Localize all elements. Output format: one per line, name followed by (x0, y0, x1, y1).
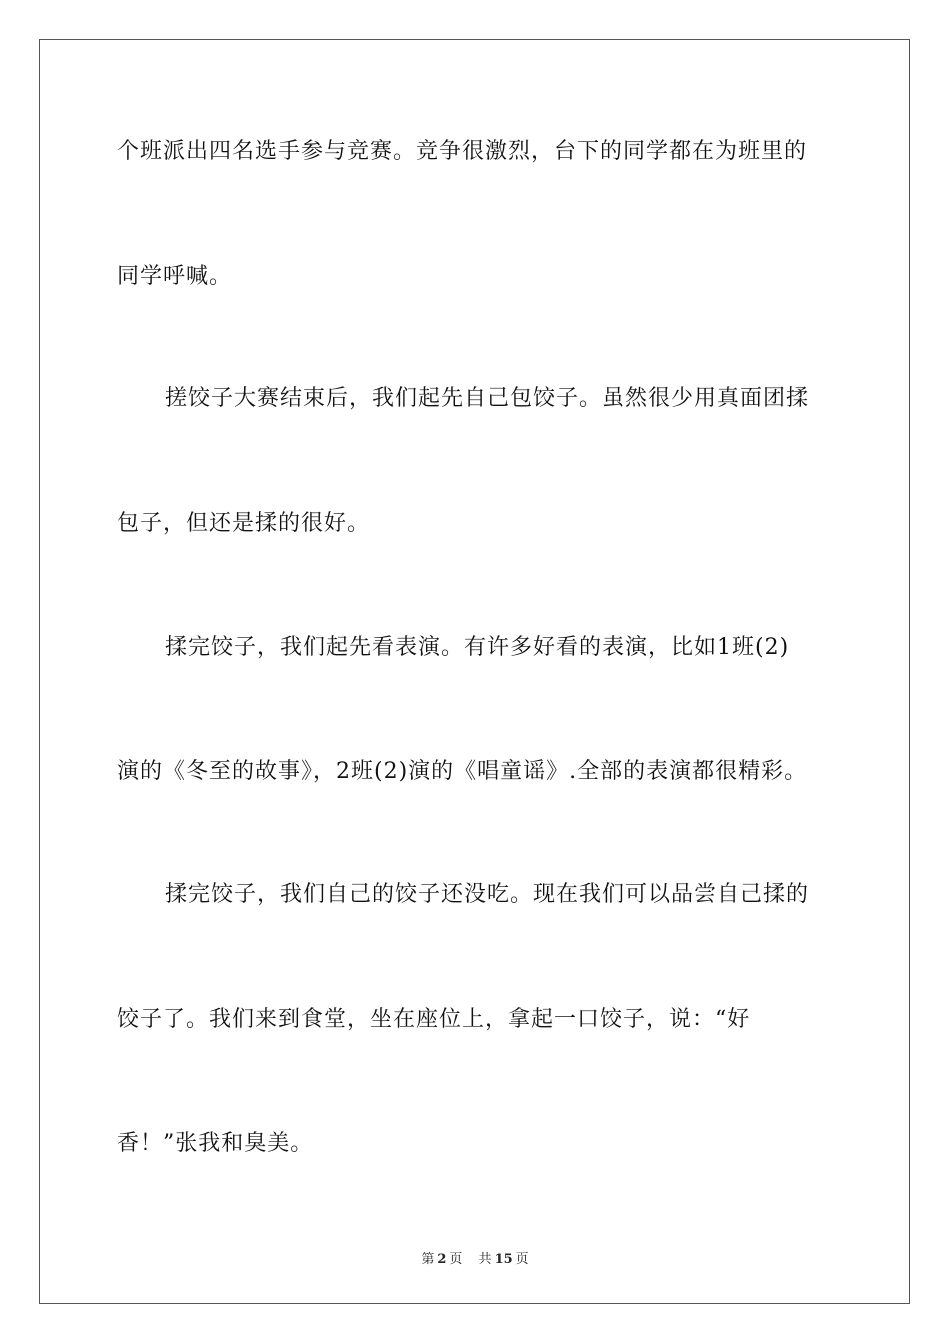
page-footer (0, 1248, 950, 1267)
page-suffix: 页 (449, 1252, 463, 1267)
page-indicator (418, 1252, 465, 1267)
total-number: 15 (494, 1252, 513, 1267)
paragraph-line-3: 搓饺子大赛结束后，我们起先自己包饺子。虽然很少用真面团揉 (165, 386, 810, 411)
paragraph-line-8: 饺子了。我们来到食堂，坐在座位上，拿起一口饺子，说：“好 (117, 1007, 751, 1032)
paragraph-line-4: 包子，但还是揉的很好。 (117, 511, 371, 536)
total-suffix: 页 (515, 1252, 529, 1267)
paragraph-line-9: 香！”张我和臭美。 (117, 1131, 314, 1156)
total-indicator (476, 1252, 532, 1267)
paragraph-line-7: 揉完饺子，我们自己的饺子还没吃。现在我们可以品尝自己揉的 (165, 882, 810, 907)
paragraph-line-5: 揉完饺子，我们起先看表演。有许多好看的表演，比如1班(2) (165, 635, 790, 660)
page-border (39, 39, 910, 1304)
paragraph-line-6: 演的《冬至的故事》，2班(2)演的《唱童谣》.全部的表演都很精彩。 (117, 759, 808, 784)
page-prefix: 第 (421, 1252, 435, 1267)
total-prefix: 共 (478, 1252, 492, 1267)
paragraph-line-2: 同学呼喊。 (117, 264, 233, 289)
paragraph-line-1: 个班派出四名选手参与竞赛。竞争很激烈，台下的同学都在为班里的 (117, 139, 808, 164)
page-number: 2 (437, 1252, 447, 1267)
